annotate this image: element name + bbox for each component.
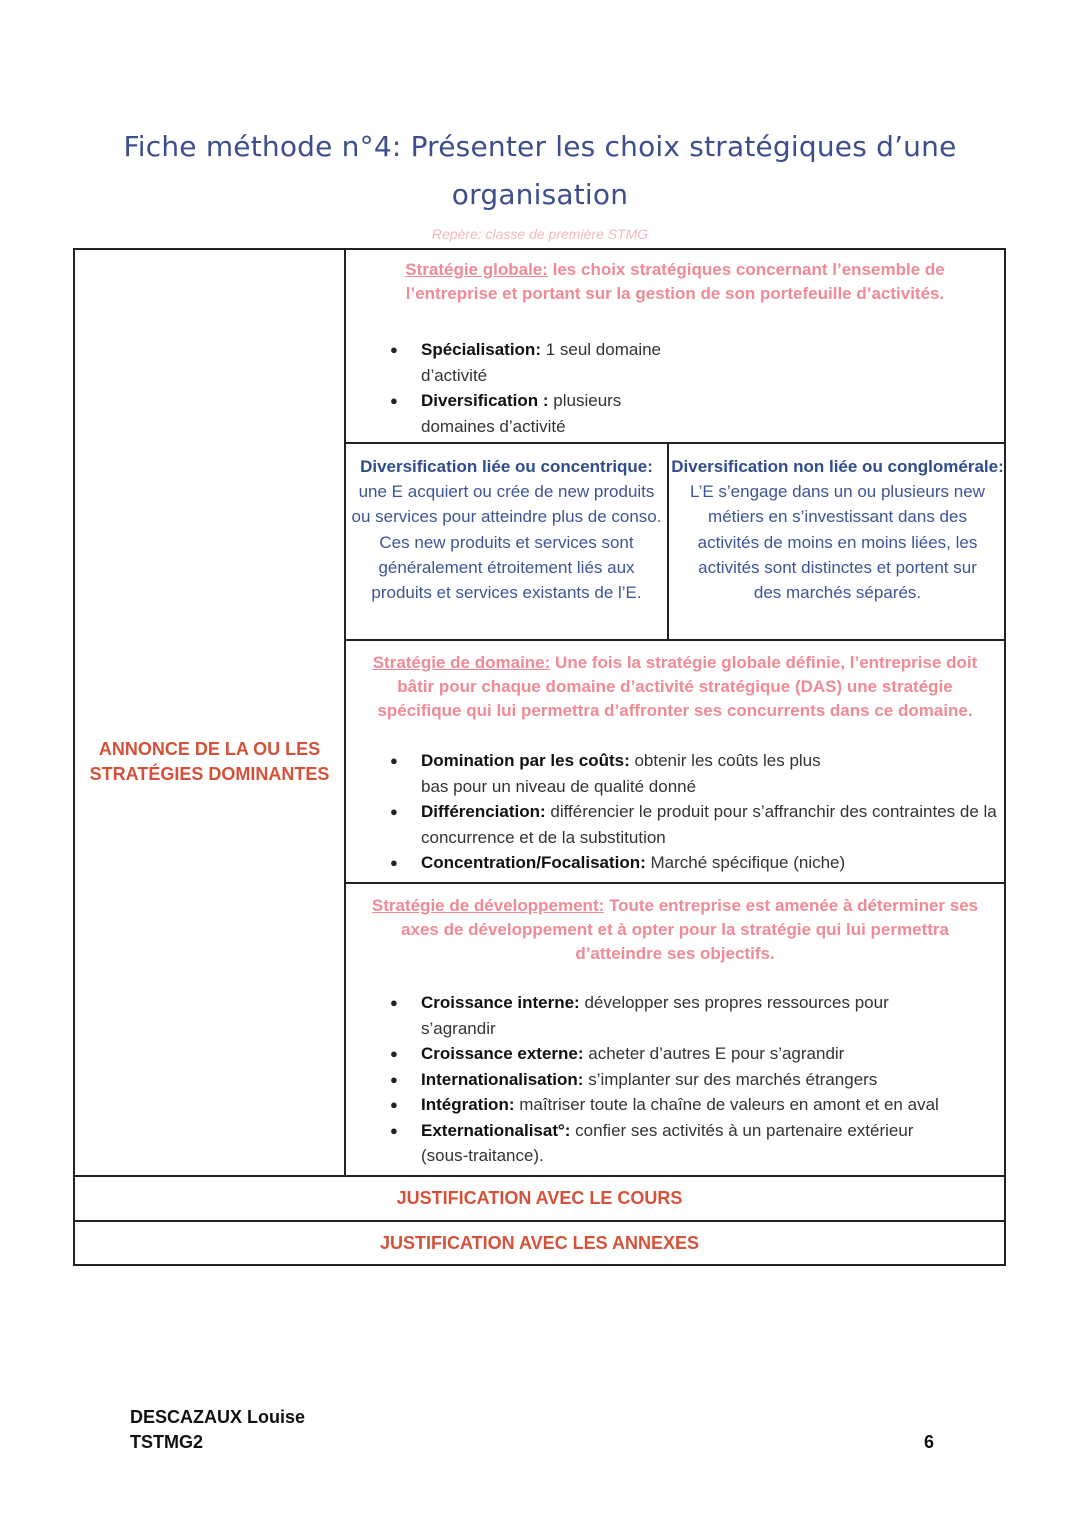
list-item-text: différencier le produit pour s’affranchir des contraintes de la concurrence et de la substitution [421, 802, 997, 847]
left-column-label [75, 737, 344, 787]
list-item-text: plusieurs domaines d’activité [421, 391, 622, 436]
diversification-liee-text: une E acquiert ou crée de new produits ou services pour atteindre plus de conso. Ces new produits et services sont généralement étroitement liés aux produits et services existants de l’E. [351, 482, 662, 603]
strategie-domaine-list [346, 748, 1004, 876]
page-title-line1: Fiche méthode n°4: Présenter les choix stratégiques d’une [123, 130, 957, 163]
strategie-developpement-text: Toute entreprise est amenée à déterminer ses axes de développement et à opter pour la stratégie qui lui permettra d’atteindre ses objectifs. [401, 896, 979, 963]
strategie-developpement-heading [346, 894, 1004, 966]
list-item-text: 1 seul domaine d’activité [421, 340, 662, 385]
strategie-globale-heading [346, 258, 1004, 306]
list-item-term: Domination par les coûts: [421, 751, 630, 770]
justification-annexes-row: JUSTIFICATION AVEC LES ANNEXES [379, 1233, 700, 1253]
strategie-developpement-term: Stratégie de développement: [371, 896, 605, 915]
footer-class: TSTMG2 [130, 1432, 204, 1452]
list-item-text: s’implanter sur des marchés étrangers [583, 1069, 878, 1089]
list-item [346, 748, 821, 799]
strategie-globale-list [346, 337, 676, 439]
list-item-term: Concentration/Focalisation: [421, 853, 646, 872]
list-item-term: Diversification : [421, 391, 549, 410]
table-row-divider [344, 442, 1006, 444]
footer-author [130, 1405, 305, 1455]
list-item [346, 990, 946, 1041]
list-item-text: Marché spécifique (niche) [645, 853, 846, 872]
list-item-text: développer ses propres ressources pour s’agrandir [421, 993, 889, 1038]
strategie-globale-cell [346, 258, 1004, 439]
page-subtitle: Repère: classe de première STMG [431, 226, 649, 242]
list-item [346, 850, 1004, 876]
list-item [346, 1118, 946, 1169]
table-row-divider [73, 1175, 1006, 1177]
strategie-domaine-heading [346, 651, 1004, 723]
list-item-term: Différenciation: [421, 802, 546, 821]
list-item [346, 1067, 946, 1093]
strategie-domaine-text: Une fois la stratégie globale définie, l’entreprise doit bâtir pour chaque domaine d’activité stratégique (DAS) une stratégie spécifique qui lui permettra d’affronter ses concurrents dans ce domaine. [377, 653, 978, 720]
left-label-line1: ANNONCE DE LA OU LES [98, 739, 321, 759]
list-item-term: Intégration: [421, 1095, 515, 1114]
left-label-line2: STRATÉGIES DOMINANTES [89, 764, 330, 784]
diversification-non-liee-text: L’E s’engage dans un ou plusieurs new métiers en s’investissant dans des activités de moins en moins liées, les activités sont distinctes et portent sur des marchés séparés. [690, 482, 985, 603]
list-item [346, 1092, 946, 1118]
diversification-non-liee-cell [671, 454, 1004, 605]
list-item [346, 337, 676, 388]
table-cell-divider [667, 442, 669, 641]
strategie-developpement-list [346, 990, 946, 1169]
strategie-domaine-cell [346, 651, 1004, 876]
list-item [346, 1041, 946, 1067]
list-item-term: Croissance externe: [421, 1044, 584, 1063]
table-row-divider [73, 1220, 1006, 1222]
justification-cours-row: JUSTIFICATION AVEC LE COURS [396, 1188, 683, 1208]
list-item-text: maîtriser toute la chaîne de valeurs en amont et en aval [514, 1095, 939, 1114]
strategie-globale-term: Stratégie globale: [405, 260, 548, 279]
strategie-globale-text: les choix stratégiques concernant l’ensemble de l’entreprise et portant sur la gestion de son portefeuille d’activités. [405, 260, 945, 303]
diversification-non-liee-title: Diversification non liée ou conglomérale: [671, 457, 1004, 476]
table-row-divider [344, 639, 1006, 641]
list-item-term: Internationalisation: [421, 1069, 584, 1089]
strategie-developpement-cell [346, 894, 1004, 1169]
list-item-text: acheter d’autres E pour s’agrandir [583, 1044, 845, 1063]
page-title-line2: organisation [451, 178, 629, 211]
strategie-domaine-term: Stratégie de domaine: [372, 653, 551, 672]
table-row-divider [344, 882, 1006, 884]
list-item-term: Externationalisat°: [421, 1120, 571, 1140]
diversification-liee-title: Diversification liée ou concentrique: [360, 457, 653, 476]
list-item-text: obtenir les coûts les plus bas pour un niveau de qualité donné [421, 751, 821, 796]
footer-name: DESCAZAUX Louise [130, 1407, 306, 1427]
list-item-term: Croissance interne: [421, 993, 580, 1012]
list-item [346, 799, 1004, 850]
page-number: 6 [924, 1432, 935, 1452]
list-item-text: confier ses activités à un partenaire extérieur (sous-traitance). [421, 1120, 914, 1165]
list-item-term: Spécialisation: [421, 340, 541, 359]
diversification-liee-cell [348, 454, 665, 605]
list-item [346, 388, 676, 439]
